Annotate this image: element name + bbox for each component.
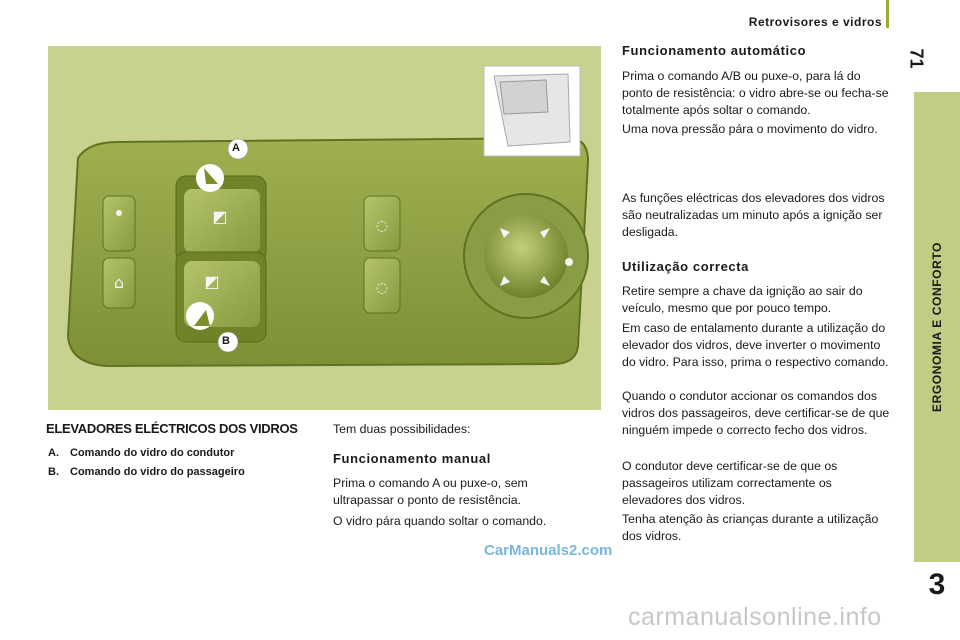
svg-text:◌: ◌ — [375, 280, 389, 296]
svg-text:⌂: ⌂ — [113, 273, 125, 292]
paragraph: Prima o comando A/B ou puxe-o, para lá do ponto de resistência: o vidro abre-se ou fecha-se totalmente após soltar o comando. — [622, 69, 889, 117]
paragraph: Uma nova pressão pára o movimento do vidro. — [622, 122, 878, 136]
paragraph: O vidro pára quando soltar o comando. — [333, 514, 547, 528]
paragraph: Tenha atenção às crianças durante a utilização dos vidros. — [622, 512, 879, 543]
legend-text: Comando do vidro do condutor — [70, 447, 235, 459]
chapter-tab-label — [914, 92, 960, 562]
paragraph: Prima o comando A ou puxe-o, sem ultrapassar o ponto de resistência. — [333, 476, 528, 507]
watermark-text: carmanualsonline.info — [628, 603, 882, 631]
legend-letter: B. — [48, 466, 59, 478]
paragraph: Quando o condutor accionar os comandos dos vidros dos passageiros, deve certificar-se de que ninguém impede o correcto fecho dos vidros. — [622, 389, 890, 437]
page-number: 71 — [906, 48, 927, 69]
heading-correct-use: Utilização correcta — [622, 259, 750, 274]
legend-item-a — [48, 447, 234, 459]
legend-letter: A. — [48, 447, 59, 459]
svg-text:◩: ◩ — [204, 272, 220, 291]
legend-text: Comando do vidro do passageiro — [70, 466, 245, 478]
paragraph: O condutor deve certificar-se de que os passageiros utilizam correctamente os elevadores dos vidros. — [622, 459, 838, 507]
legend-item-b — [48, 466, 245, 478]
svg-text:◩: ◩ — [212, 207, 228, 226]
svg-text:◌: ◌ — [375, 218, 389, 234]
section-title: Retrovisores e vidros — [748, 15, 882, 29]
watermark-link[interactable]: CarManuals2.com — [484, 542, 613, 559]
paragraph: As funções eléctricas dos elevadores dos vidros são neutralizadas um minuto após a ignição ser desligada. — [622, 191, 885, 239]
header-rule — [886, 0, 889, 28]
paragraph: Retire sempre a chave da ignição ao sair do veículo, mesmo que por pouco tempo. — [622, 284, 863, 315]
figure-title: ELEVADORES ELÉCTRICOS DOS VIDROS — [46, 421, 298, 436]
intro-text: Tem duas possibilidades: — [333, 422, 471, 436]
paragraph: Em caso de entalamento durante a utilização do elevador dos vidros, deve inverter o movimento do vidro. Para isso, prima o respectivo comando. — [622, 321, 889, 369]
marker-a-label: A — [232, 142, 240, 154]
chapter-tab-text: ERGONOMIA E CONFORTO — [930, 241, 944, 413]
chapter-number: 3 — [928, 568, 946, 601]
heading-automatic: Funcionamento automático — [622, 43, 807, 58]
heading-manual: Funcionamento manual — [333, 451, 491, 466]
marker-b-label: B — [222, 335, 230, 347]
door-panel-illustration — [48, 46, 601, 410]
window-switch-figure — [48, 46, 601, 410]
